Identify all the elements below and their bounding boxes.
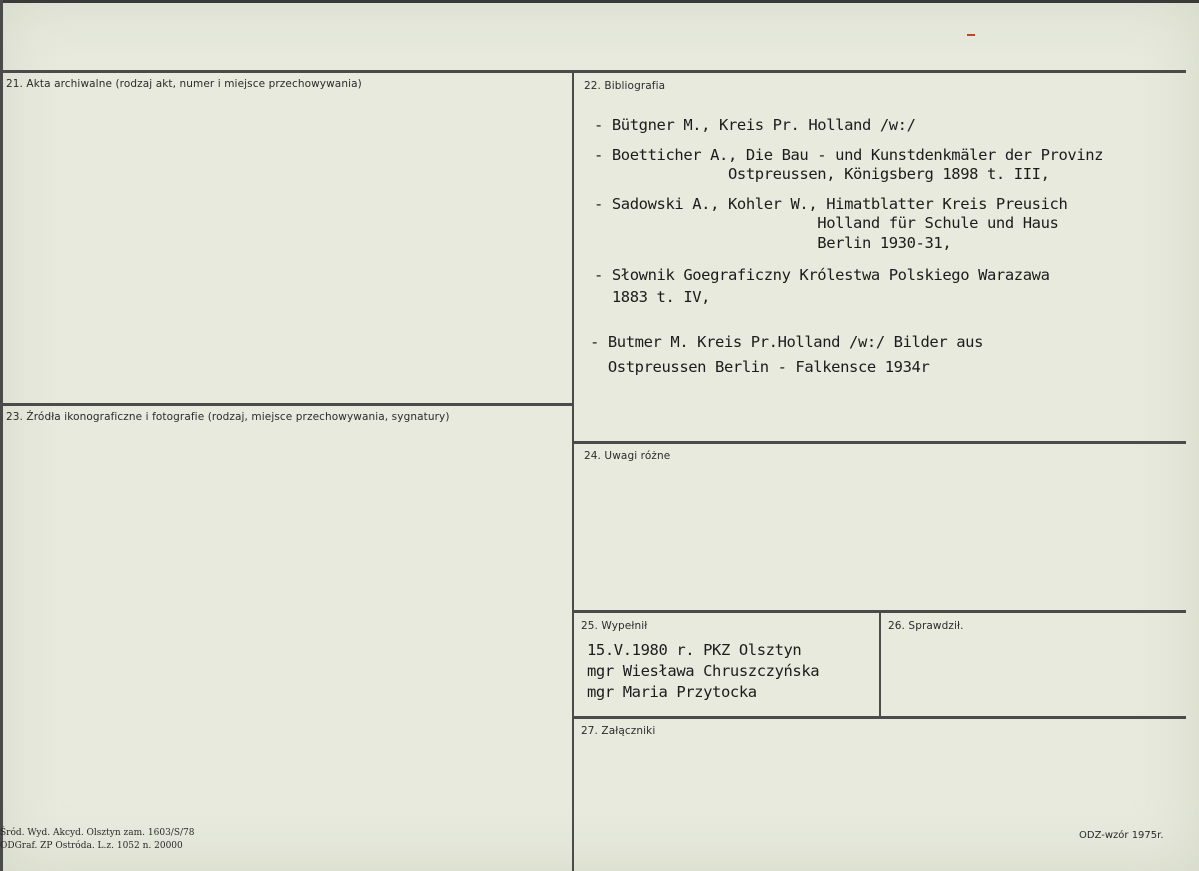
- printer-imprint-line-1: Śród. Wyd. Akcyd. Olsztyn zam. 1603/S/78: [0, 828, 195, 838]
- field-26-label: 26. Sprawdził.: [888, 620, 964, 632]
- rule-right-27: [573, 716, 1186, 719]
- bibliography-entry-3-line-1: - Sadowski A., Kohler W., Himatblatter Kreis Preusich: [594, 195, 1068, 213]
- field-24-label: 24. Uwagi różne: [584, 450, 671, 462]
- bibliography-entry-1-line-1: - Bütgner M., Kreis Pr. Holland /w:/: [594, 116, 916, 134]
- field-21-label: 21. Akta archiwalne (rodzaj akt, numer i miejsce przechowywania): [6, 78, 362, 90]
- rule-top: [0, 70, 1186, 73]
- rule-right-24: [573, 441, 1186, 444]
- bibliography-entry-4-line-2: 1883 t. IV,: [594, 288, 711, 306]
- filled-by-line-2: mgr Wiesława Chruszczyńska: [587, 662, 820, 680]
- field-23-label: 23. Źródła ikonograficzne i fotografie (rodzaj, miejsce przechowywania, sygnatury): [6, 411, 450, 423]
- rule-left-middle: [0, 403, 573, 406]
- card-top-edge: [0, 0, 1199, 3]
- field-27-label: 27. Załączniki: [581, 725, 656, 737]
- field-22-label: 22. Bibliografia: [584, 80, 666, 92]
- rule-25-26-divider: [879, 612, 881, 716]
- form-code: ODZ-wzór 1975r.: [1079, 830, 1164, 841]
- bibliography-entry-3-line-3: Berlin 1930-31,: [594, 234, 952, 252]
- bibliography-entry-4-line-1: - Słownik Goegraficzny Królestwa Polskiego Warazawa: [594, 266, 1050, 284]
- bibliography-entry-5-line-2: Ostpreussen Berlin - Falkensce 1934r: [590, 358, 930, 376]
- bibliography-entry-2-line-2: Ostpreussen, Königsberg 1898 t. III,: [594, 165, 1050, 183]
- field-25-label: 25. Wypełnił: [581, 620, 648, 632]
- bibliography-entry-5-line-1: - Butmer M. Kreis Pr.Holland /w:/ Bilder aus: [590, 333, 983, 351]
- filled-by-line-3: mgr Maria Przytocka: [587, 683, 757, 701]
- filled-by-line-1: 15.V.1980 r. PKZ Olsztyn: [587, 641, 802, 659]
- red-ink-mark: [967, 34, 975, 36]
- bibliography-entry-3-line-2: Holland für Schule und Haus: [594, 214, 1059, 232]
- rule-center-vertical: [572, 72, 574, 871]
- bibliography-entry-2-line-1: - Boetticher A., Die Bau - und Kunstdenkmäler der Provinz: [594, 146, 1104, 164]
- card-left-edge: [0, 0, 3, 871]
- printer-imprint-line-2: ODGraf. ZP Ostróda. L.z. 1052 n. 20000: [0, 841, 183, 851]
